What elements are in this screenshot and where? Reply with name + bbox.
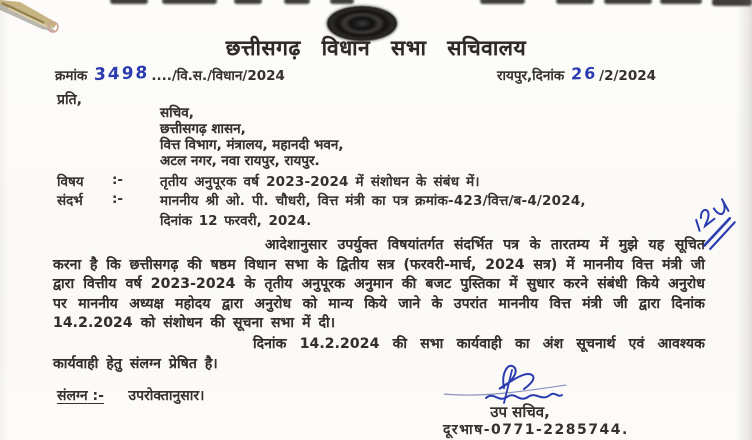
reference-number-line: [0, 62, 752, 86]
reference-separator: :-: [112, 191, 124, 207]
scan-smudge: [604, 0, 652, 4]
recipient-line: छत्तीसगढ़ शासन,: [160, 121, 246, 137]
body-paragraph-2: दिनांक 14.2.2024 की सभा कार्यवाही का अंश सूचनार्थ एवं आवश्यक कार्यवाही हेतु संलग्न प्रेषित है।: [53, 336, 705, 372]
phone-number: दूरभाष-0771-2285744.: [443, 422, 629, 438]
enclosure-text: उपरोक्तानुसार।: [128, 388, 205, 404]
scan-smudge: [234, 0, 262, 4]
reference-label: संदर्भ: [57, 193, 83, 209]
date-suffix: /2/2024: [599, 68, 656, 84]
reference-text-line1: माननीय श्री ओ. पी. चौधरी, वित्त मंत्री का पत्र क्रमांक-423/वित्त/ब-4/2024,: [160, 193, 586, 209]
enclosure-label: संलग्न :-: [57, 388, 104, 404]
scan-smudge: [556, 0, 594, 4]
recipient-address: [160, 105, 344, 169]
place-and-date: [497, 65, 656, 84]
enclosure-row: [57, 386, 204, 405]
reference-number-label: क्रमांक: [55, 68, 88, 84]
handwritten-date-day: 26: [570, 63, 598, 84]
subject-text: तृतीय अनुपूरक वर्ष 2023-2024 में संशोधन के संबंध में।: [160, 174, 480, 190]
scan-smudge: [284, 0, 310, 4]
recipient-line: सचिव,: [160, 105, 194, 121]
recipient-line: वित्त विभाग, मंत्रालय, महानदी भवन,: [160, 137, 344, 153]
signatory-designation: उप सचिव,: [490, 403, 550, 421]
paper-edge-shadow: [0, 0, 8, 440]
reference-number-suffix: ..../वि.स./विधान/2024: [151, 68, 285, 84]
handwritten-reference-number: 3498: [93, 63, 150, 85]
reference-text-line2: दिनांक 12 फरवरी, 2024.: [160, 213, 312, 229]
subject-row: [57, 172, 707, 190]
body-paragraph-1: आदेशानुसार उपर्युक्त विषयांतर्गत संदर्भित पत्र के तारतम्य में मुझे यह सूचित करना है कि छत्तीसगढ़ की षष्ठम विधान सभा के द्वितीय सत्र (फरवरी-मार्च, 2024 सत्र) में माननीय वित्त मंत्री जी द्वारा वित्तीय वर्ष 2023-2024 के तृतीय अनुपूरक अनुमान की बजट पुस्तिका में सुधार करने संबंधी किये अनुरोध पर माननीय अध्यक्ष महोदय द्वारा अनुरोध को मान्य किये जाने के उपरांत माननीय वित्त मंत्री जी द्वारा दिनांक 14.2.2024 को संशोधन की सूचना सभा में दी।: [53, 237, 705, 332]
scan-smudge: [660, 0, 702, 4]
reference-number: [55, 65, 285, 85]
paper-edge-shadow: [736, 0, 752, 440]
subject-separator: :-: [112, 172, 124, 188]
subject-label: विषय: [57, 174, 84, 190]
recipient-salutation: प्रति,: [57, 92, 82, 108]
place-date-label: रायपुर,दिनांक: [497, 68, 565, 84]
reference-row: [57, 191, 707, 209]
scan-smudge: [162, 0, 217, 4]
scan-smudge: [330, 0, 354, 4]
scan-smudge: [110, 0, 148, 4]
scan-smudge: [480, 0, 525, 4]
recipient-line: अटल नगर, नवा रायपुर, रायपुर.: [160, 153, 320, 169]
letterhead-title: छत्तीसगढ़ विधान सभा सचिवालय: [225, 36, 527, 60]
